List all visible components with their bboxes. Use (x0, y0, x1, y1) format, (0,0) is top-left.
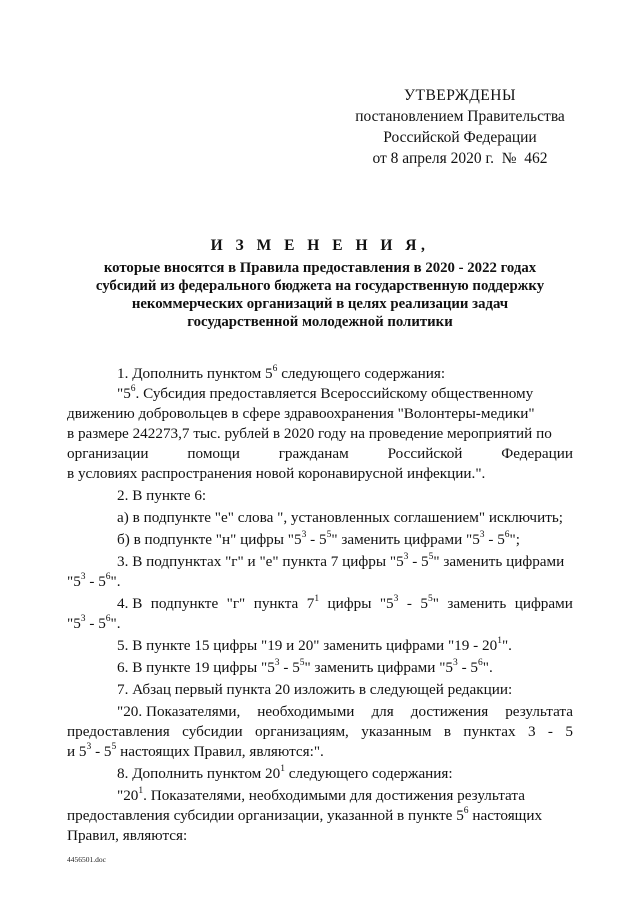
paragraph-1: 1. Дополнить пунктом $5^6$ следующего содержания: (117, 363, 446, 382)
paragraph-13-line-1: "$20^1$. Показателями, необходимыми для достижения результата (117, 785, 525, 804)
paragraph-11-line-1: "20. Показателями, необходимыми для достижения результата (117, 703, 573, 720)
heading-subtitle-3: некоммерческих организаций в целях реализации задач (131, 296, 509, 312)
paragraph-6-line-1: 3. В подпунктах "г" и "е" пункта 7 цифры "$5^3 - 5^5$" заменить цифрами (117, 551, 565, 570)
paragraph-4: а) в подпункте "е" слова ", установленных соглашением" исключить; (117, 509, 563, 526)
paragraph-11-line-3: и $5^3 - 5^5$ настоящих Правил, являются:". (67, 741, 324, 760)
paragraph-5: б) в подпункте "н" цифры "$5^3 - 5^5$" заменить цифрами "$5^3 - 5^6$"; (117, 529, 520, 548)
paragraph-2-line-5: в условиях распространения новой коронавирусной инфекции.". (67, 465, 486, 482)
approval-line-1: постановлением Правительства (355, 108, 565, 125)
footer-document-reference: 4456501.doc (67, 855, 106, 864)
paragraph-2-line-2: движению добровольцев в сфере здравоохранения "Волонтеры-медики" (67, 405, 535, 422)
document-heading (60, 237, 580, 331)
heading-subtitle-1: которые вносятся в Правила предоставления в 2020 - 2022 годах (103, 260, 537, 276)
heading-subtitle-2: субсидий из федерального бюджета на государственную поддержку (95, 278, 545, 294)
approval-title: УТВЕРЖДЕНЫ (404, 87, 516, 104)
heading-title: И З М Е Н Е Н И Я, (210, 237, 430, 254)
paragraph-3: 2. В пункте 6: (117, 487, 207, 504)
paragraph-2-line-4: организации помощи гражданам Российской Федерации (67, 445, 573, 462)
paragraph-2-line-1: "$5^6$. Субсидия предоставляется Всероссийскому общественному (117, 383, 534, 402)
approval-line-2: Российской Федерации (383, 129, 537, 146)
paragraph-13-line-2: предоставления субсидии организации, указанной в пункте $5^6$ настоящих (67, 805, 543, 824)
approval-date: от 8 апреля 2020 г. № 462 (372, 150, 548, 167)
paragraph-6-line-2: "$5^3 - 5^6$". (67, 571, 121, 590)
heading-subtitle-4: государственной молодежной политики (187, 314, 453, 330)
paragraph-9: 6. В пункте 19 цифры "$5^3 - 5^5$" заменить цифрами "$5^3 - 5^6$". (117, 657, 493, 676)
paragraph-13-line-3: Правил, являются: (67, 827, 188, 844)
paragraph-8: 5. В пункте 15 цифры "19 и 20" заменить цифрами "$19 - 20^1$". (117, 635, 512, 654)
document-body (67, 364, 573, 846)
paragraph-12: 8. Дополнить пунктом $20^1$ следующего содержания: (117, 763, 453, 782)
paragraph-10: 7. Абзац первый пункта 20 изложить в следующей редакции: (117, 681, 513, 698)
approval-block (330, 85, 590, 169)
paragraph-7-line-1: 4. В подпункте "г" пункта $7^1$ цифры "$5^3$ - $5^5$" заменить цифрами (117, 593, 573, 612)
paragraph-2-line-3: в размере 242273,7 тыс. рублей в 2020 году на проведение мероприятий по (67, 425, 552, 442)
paragraph-11-line-2: предоставления субсидии организациям, указанным в пунктах 3 - 5 (67, 723, 573, 740)
paragraph-7-line-2: "$5^3 - 5^6$". (67, 613, 121, 632)
